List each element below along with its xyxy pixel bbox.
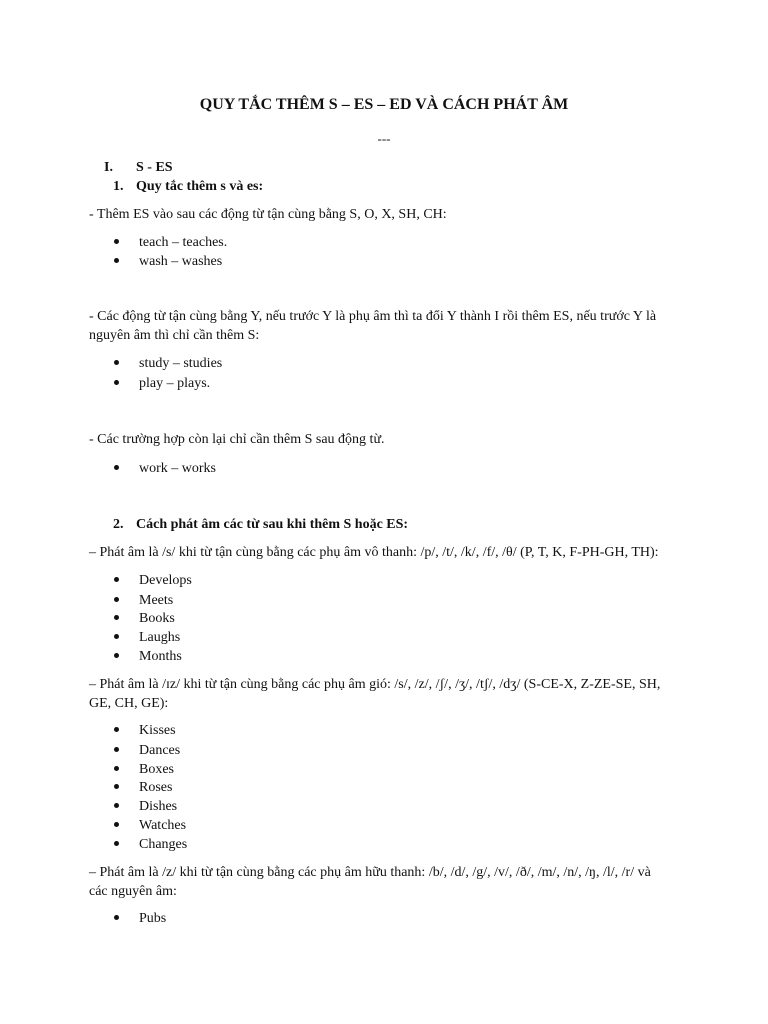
list-item: Dishes: [114, 798, 177, 817]
bullet-icon: [114, 380, 119, 385]
list-item: Meets: [114, 592, 173, 611]
bullet-icon: [114, 615, 119, 620]
rule-paragraph: - Các trường hợp còn lại chỉ cần thêm S sau động từ.: [89, 432, 385, 447]
section-heading: S - ES: [136, 160, 173, 175]
bullet-icon: [114, 766, 119, 771]
list-item: Roses: [114, 779, 172, 798]
list-item: study – studies: [114, 355, 222, 374]
subsection-heading: Cách phát âm các từ sau khi thêm S hoặc ES:: [136, 517, 409, 532]
rule-paragraph: - Thêm ES vào sau các động từ tận cùng bằng S, O, X, SH, CH:: [89, 207, 447, 222]
bullet-icon: [114, 915, 119, 920]
list-item: Pubs: [114, 910, 166, 929]
list-item: work – works: [114, 460, 216, 479]
bullet-icon: [114, 841, 119, 846]
bullet-icon: [114, 822, 119, 827]
list-item: Boxes: [114, 761, 174, 780]
bullet-icon: [114, 597, 119, 602]
bullet-icon: [114, 803, 119, 808]
list-item: Changes: [114, 836, 187, 855]
bullet-icon: [114, 258, 119, 263]
bullet-icon: [114, 360, 119, 365]
pronunciation-paragraph: – Phát âm là /s/ khi từ tận cùng bằng các phụ âm vô thanh: /p/, /t/, /k/, /f/, /θ/ (P, T, K, F-PH-GH, TH):: [89, 545, 659, 560]
bullet-icon: [114, 653, 119, 658]
list-item: Develops: [114, 572, 192, 591]
list-item: Laughs: [114, 629, 180, 648]
bullet-icon: [114, 727, 119, 732]
list-item: Books: [114, 610, 175, 629]
subsection-number: 2.: [113, 517, 124, 532]
pronunciation-paragraph: – Phát âm là /z/ khi từ tận cùng bằng các phụ âm hữu thanh: /b/, /d/, /g/, /v/, /ð/, /m/, /n/, /ŋ, /l/, /r/ và các nguyên âm:: [89, 865, 651, 899]
bullet-icon: [114, 634, 119, 639]
list-item: teach – teaches.: [114, 234, 227, 253]
bullet-icon: [114, 747, 119, 752]
subsection-heading: Quy tắc thêm s và es:: [136, 179, 264, 194]
list-item: play – plays.: [114, 375, 210, 394]
bullet-icon: [114, 465, 119, 470]
section-number: I.: [104, 160, 113, 175]
bullet-icon: [114, 239, 119, 244]
title-separator: ---: [377, 131, 391, 146]
bullet-icon: [114, 784, 119, 789]
bullet-icon: [114, 577, 119, 582]
subsection-number: 1.: [113, 179, 124, 194]
list-item: Dances: [114, 742, 180, 761]
list-item: Watches: [114, 817, 186, 836]
page-title: QUY TẮC THÊM S – ES – ED VÀ CÁCH PHÁT ÂM: [199, 96, 569, 113]
list-item: Months: [114, 648, 182, 667]
list-item: Kisses: [114, 722, 176, 741]
pronunciation-paragraph: – Phát âm là /ɪz/ khi từ tận cùng bằng các phụ âm gió: /s/, /z/, /ʃ/, /ʒ/, /tʃ/, /dʒ/ (S-CE-X, Z-ZE-SE, SH, GE, CH, GE):: [89, 677, 661, 711]
list-item: wash – washes: [114, 253, 222, 272]
rule-paragraph: - Các động từ tận cùng bằng Y, nếu trước Y là phụ âm thì ta đổi Y thành I rồi thêm ES, nếu trước Y là nguyên âm thì chỉ cần thêm S:: [89, 309, 657, 343]
